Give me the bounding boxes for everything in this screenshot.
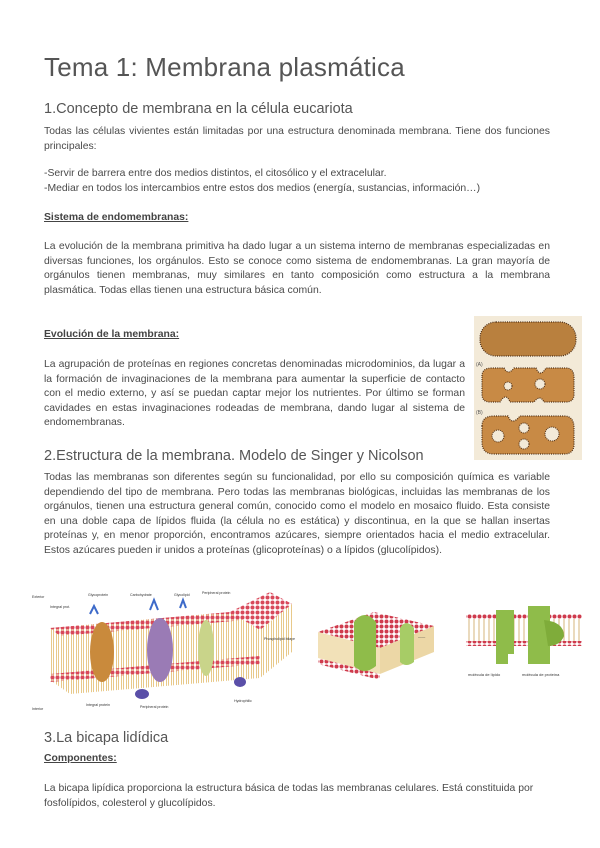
section-3-heading: 3.La bicapa lidídica	[44, 730, 169, 746]
label-phospholipid: Phospholipid bilayer	[264, 637, 295, 641]
label-lipid-molecule: molécula de lípido	[468, 672, 501, 677]
section-2-text: Todas las membranas son diferentes según su funcionalidad, por ello su composición química es variable dependiendo del tipo de membrana. Pero todas las membranas biológicas, incluidas las membranas de los orgánulos, tienen una estructura general común, conocido como el modelo en mosaico fluido. Esta consiste en una doble capa de lípidos fluida (la célula no es estática) y discontinua, en la que se hallan insertas proteínas y, en menor proporción, encontramos azúcares, siempre orientados hacia el medio extracelular. Estos azúcares pueden ir unidos a proteínas (glicoproteínas) o a lípidos (glucolípidos).	[44, 472, 550, 556]
components-heading: Componentes:	[44, 753, 117, 764]
endomembrane-text: La evolución de la membrana primitiva ha dado lugar a un sistema interno de membranas especializadas en diversas funciones, los orgánulos. Esto se conoce como sistema de endomembranas. La gran mayoría de orgánulos tienen membranas, muy similares en tanto composición como estructura a la membrana plasmática. Todas ellas tienen una estructura básica común.	[44, 241, 550, 296]
label-interior: Interior	[32, 707, 44, 711]
label-glycolipid: Glycolipid	[174, 593, 190, 597]
lipid-protein-diagram	[462, 604, 586, 690]
section-1-heading: 1.Concepto de membrana en la célula eucariota	[44, 101, 353, 117]
svg-text:(A): (A)	[476, 362, 483, 368]
svg-text:——: ——	[418, 635, 426, 639]
section-3-text: La bicapa lipídica proporciona la estructura básica de todas las membranas celulares. Está constituida por fosfolípidos, colesterol y glucolípidos.	[44, 783, 534, 809]
label-integral-bottom: Integral protein	[86, 703, 110, 707]
label-protein-molecule: molécula de proteína	[522, 672, 560, 677]
page-title: Tema 1: Membrana plasmática	[44, 52, 405, 82]
section-1-intro: Todas las células vivientes están limitadas por una estructura denominada membrana. Tiene dos funciones principales:	[44, 126, 550, 152]
membrane-evolution-illustration	[474, 316, 582, 460]
label-peripheral-bottom: Peripheral protein	[140, 705, 169, 709]
label-hydrophilic: Hydrophilic	[234, 699, 252, 703]
svg-text:(B): (B)	[476, 410, 483, 416]
evolution-text: La agrupación de proteínas en regiones concretas denominadas microdominios, da lugar a la formación de invaginaciones de la membrana para aumentar la superficie de contacto con el medio externo, y así se puedan captar mejor los nutrientes. Por último se forman cavidades en estas invaginaciones rodeadas de membrana, dando lugar al sistema de endomembranas.	[44, 359, 465, 429]
label-integral: Integral prot.	[50, 605, 71, 609]
membrane-3d-diagram	[314, 604, 444, 694]
label-peripheral-top: Peripheral protein	[202, 591, 231, 595]
function-item-1: -Servir de barrera entre dos medios distintos, el citosólico y el extracelular.	[44, 168, 387, 179]
fluid-mosaic-diagram	[30, 590, 295, 715]
section-2-heading: 2.Estructura de la membrana. Modelo de Singer y Nicolson	[44, 448, 424, 464]
evolution-heading: Evolución de la membrana:	[44, 329, 180, 340]
label-glycoprotein: Glycoprotein	[88, 593, 109, 597]
label-exterior: Exterior	[32, 595, 45, 599]
label-carbohydrate: Carbohydrate	[130, 593, 152, 597]
function-item-2: -Mediar en todos los intercambios entre estos dos medios (energía, sustancias, información…)	[44, 183, 481, 194]
endomembrane-heading: Sistema de endomembranas:	[44, 212, 189, 223]
